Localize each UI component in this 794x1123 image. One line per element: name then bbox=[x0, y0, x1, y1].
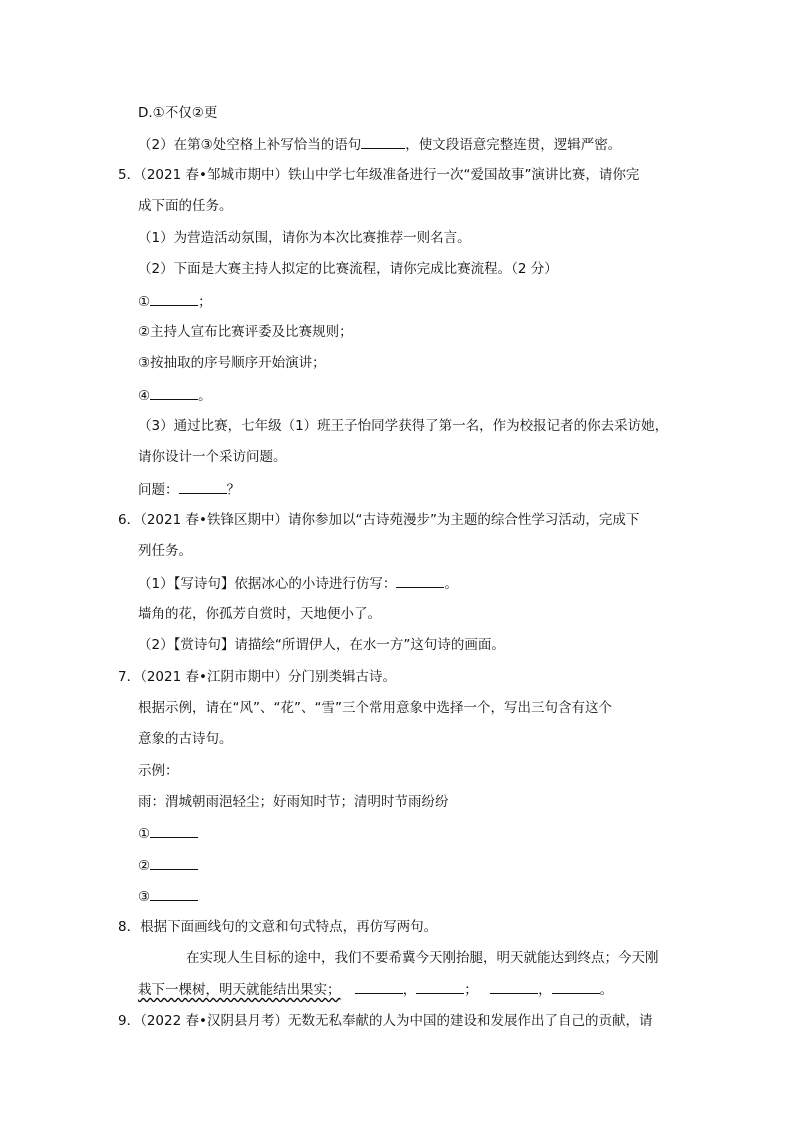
step4-end: 。 bbox=[198, 388, 212, 404]
answer-blank[interactable] bbox=[490, 979, 538, 994]
answer-blank[interactable] bbox=[552, 979, 600, 994]
answer-blank[interactable] bbox=[150, 291, 198, 306]
answer-blank[interactable] bbox=[150, 823, 198, 838]
q6-sub2: （2）【赏诗句】请描绘“所谓伊人，在水一方”这句诗的画面。 bbox=[138, 637, 505, 653]
q5-question bbox=[138, 479, 240, 500]
q6-sub1-end: 。 bbox=[444, 576, 458, 592]
q9-line1: 9．（2022 春•汉阴县月考）无数无私奉献的人为中国的建设和发展作出了自己的贡献，请 bbox=[118, 1013, 653, 1029]
q6-sub1 bbox=[138, 573, 458, 594]
q8-passage-line2 bbox=[138, 979, 613, 1000]
q6-sub1-pre: （1）【写诗句】依据冰心的小诗进行仿写： bbox=[138, 576, 397, 592]
sep: ， bbox=[538, 982, 552, 998]
q4-sub2-post: ，使文段语意完整连贯，逻辑严密。 bbox=[405, 137, 622, 153]
q5-sub2: （2）下面是大赛主持人拟定的比赛流程，请你完成比赛流程。（2 分） bbox=[138, 261, 558, 277]
step1-num: ① bbox=[138, 294, 151, 310]
answer-blank[interactable] bbox=[150, 855, 198, 870]
q7-line2: 根据示例，请在“风”、“花”、“雪”三个常用意象中选择一个，写出三句含有这个 bbox=[138, 700, 612, 716]
q7-blank-2 bbox=[138, 855, 198, 876]
question-label: 问题： bbox=[138, 482, 179, 498]
q6-line2: 列任务。 bbox=[138, 543, 192, 559]
answer-blank[interactable] bbox=[361, 134, 405, 149]
q5-sub3-line1: （3）通过比赛，七年级（1）班王子怡同学获得了第一名，作为校报记者的你去采访她， bbox=[138, 418, 669, 434]
answer-blank[interactable] bbox=[150, 886, 198, 901]
answer-blank[interactable] bbox=[396, 573, 444, 588]
q5-sub1: （1）为营造活动氛围，请你为本次比赛推荐一则名言。 bbox=[138, 230, 471, 246]
answer-blank[interactable] bbox=[150, 385, 198, 400]
q7-line3: 意象的古诗句。 bbox=[138, 731, 233, 747]
blank-num: ③ bbox=[138, 889, 151, 905]
answer-blank[interactable] bbox=[416, 979, 464, 994]
q4-sub2-pre: （2）在第③处空格上补写恰当的语句 bbox=[138, 137, 362, 153]
q6-poem: 墙角的花，你孤芳自赏时，天地便小了。 bbox=[138, 606, 381, 622]
q7-example: 雨：渭城朝雨浥轻尘；好雨知时节；清明时节雨纷纷 bbox=[138, 794, 449, 810]
q5-sub3-line2: 请你设计一个采访问题。 bbox=[138, 449, 287, 465]
q5-line2: 成下面的任务。 bbox=[138, 198, 233, 214]
q8-passage-line1: 在实现人生目标的途中，我们不要希冀今天刚抬腿，明天就能达到终点；今天刚 bbox=[186, 950, 659, 966]
q7-blank-1 bbox=[138, 823, 198, 844]
blank-num: ② bbox=[138, 858, 151, 874]
q8-line1: 8．根据下面画线句的文意和句式特点，再仿写两句。 bbox=[118, 919, 438, 935]
end: 。 bbox=[599, 982, 614, 998]
question-end: ？ bbox=[226, 482, 240, 498]
q5-step2: ②主持人宣布比赛评委及比赛规则； bbox=[138, 324, 353, 340]
q5-step3: ③按抽取的序号顺序开始演讲； bbox=[138, 355, 326, 371]
blank-num: ① bbox=[138, 826, 151, 842]
sep: ； bbox=[464, 982, 478, 998]
q5-step1 bbox=[138, 291, 212, 312]
q4-sub2 bbox=[138, 134, 621, 155]
q6-line1: 6．（2021 春•铁锋区期中）请你参加以“古诗苑漫步”为主题的综合性学习活动，完成下 bbox=[118, 512, 640, 528]
q5-line1: 5．（2021 春•邹城市期中）铁山中学七年级准备进行一次“爱国故事”演讲比赛，请你完 bbox=[118, 167, 640, 183]
q4-option-d: D.①不仅②更 bbox=[138, 105, 218, 121]
step1-end: ； bbox=[198, 294, 212, 310]
q7-line1: 7．（2021 春•江阴市期中）分门别类辑古诗。 bbox=[118, 669, 396, 685]
answer-blank[interactable] bbox=[179, 479, 227, 494]
underlined-sentence: 栽下一棵树，明天就能结出果实； bbox=[138, 982, 341, 998]
sep: ， bbox=[402, 982, 417, 998]
answer-blank[interactable] bbox=[355, 979, 403, 994]
q7-example-label: 示例： bbox=[138, 763, 179, 779]
step4-num: ④ bbox=[138, 388, 151, 404]
q5-step4 bbox=[138, 385, 212, 406]
q7-blank-3 bbox=[138, 886, 198, 907]
